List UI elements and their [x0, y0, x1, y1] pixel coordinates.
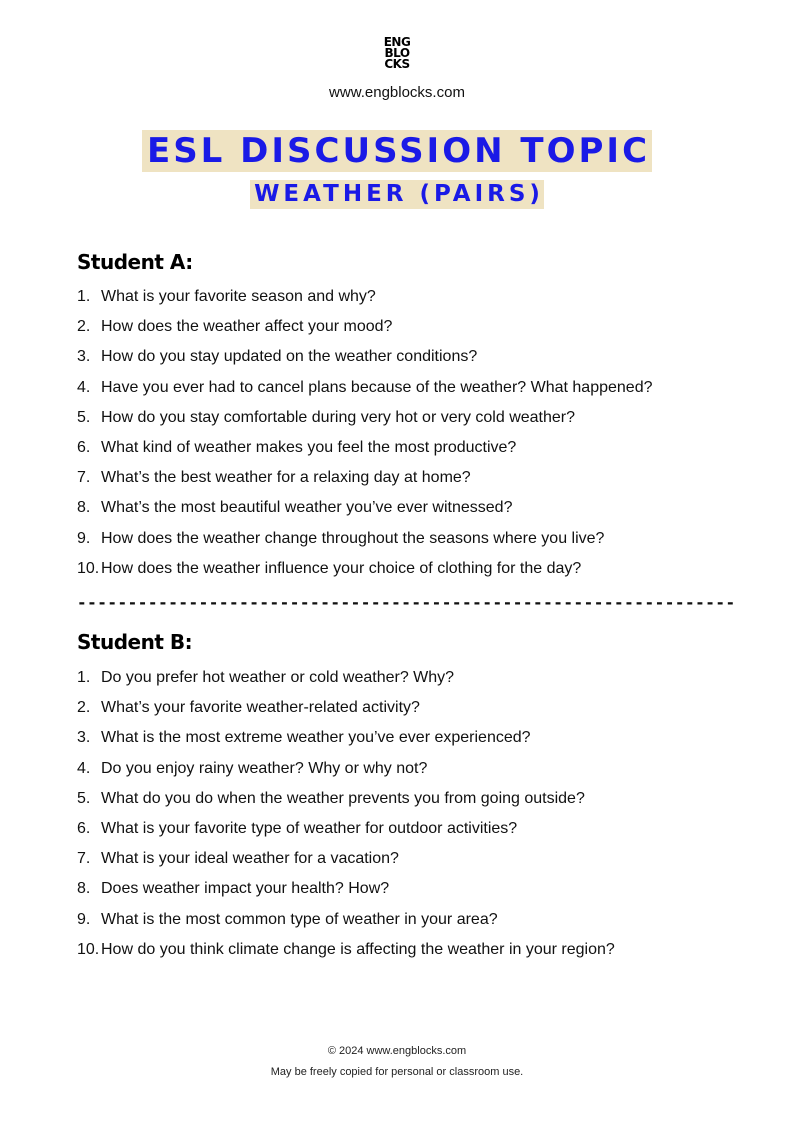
list-item	[77, 529, 652, 559]
question-number: 1.	[77, 288, 91, 305]
engblocks-logo	[0, 37, 794, 70]
list-item	[77, 347, 652, 377]
list-item	[77, 468, 652, 498]
question-text: How do you think climate change is affecting the weather in your region?	[101, 940, 615, 958]
list-item	[77, 940, 615, 970]
question-number: 9.	[77, 529, 91, 547]
question-text: Have you ever had to cancel plans because of the weather? What happened?	[101, 378, 653, 396]
question-text: How does the weather change throughout the seasons where you live?	[101, 529, 605, 547]
list-item	[77, 910, 615, 940]
question-number: 5.	[77, 408, 91, 426]
list-item	[77, 559, 652, 589]
logo-line: ENG	[383, 35, 411, 49]
question-text: What kind of weather makes you feel the most productive?	[101, 438, 517, 456]
list-item	[77, 819, 615, 849]
page-subtitle: WEATHER (PAIRS)	[250, 180, 544, 209]
list-item	[77, 378, 652, 408]
student-a-question-list	[77, 287, 652, 589]
list-item	[77, 698, 615, 728]
list-item	[77, 668, 615, 698]
question-text: How does the weather influence your choice of clothing for the day?	[101, 559, 582, 577]
question-number: 2.	[77, 699, 91, 717]
question-text: What’s the most beautiful weather you’ve ever witnessed?	[101, 499, 513, 517]
list-item	[77, 849, 615, 879]
subtitle-container	[0, 180, 794, 209]
question-text: What do you do when the weather prevents you from going outside?	[101, 789, 585, 807]
list-item	[77, 728, 615, 758]
page-title: ESL DISCUSSION TOPIC	[142, 130, 652, 172]
question-text: What’s your favorite weather-related activity?	[101, 699, 420, 717]
question-number: 8.	[77, 880, 91, 898]
list-item	[77, 287, 652, 317]
question-text: What is the most extreme weather you’ve ever experienced?	[101, 729, 531, 747]
question-number: 4.	[77, 759, 91, 777]
footer-copyright: © 2024 www.engblocks.com	[327, 1045, 467, 1057]
question-number: 4.	[77, 378, 91, 396]
site-url: www.engblocks.com	[329, 84, 465, 101]
list-item	[77, 317, 652, 347]
question-number: 9.	[77, 910, 91, 928]
question-number: 3.	[77, 729, 91, 747]
question-text: What is the most common type of weather in your area?	[101, 910, 498, 928]
question-text: How do you stay updated on the weather conditions?	[101, 348, 478, 366]
section-divider: -----------------------------------------------------------------	[77, 593, 736, 612]
question-text: How do you stay comfortable during very hot or very cold weather?	[101, 408, 576, 426]
student-b-question-list	[77, 668, 615, 970]
question-number: 7.	[77, 850, 91, 868]
question-text: Do you enjoy rainy weather? Why or why not?	[101, 759, 428, 777]
list-item	[77, 408, 652, 438]
question-number: 10.	[77, 559, 100, 577]
question-number: 1.	[77, 669, 91, 686]
question-text: What is your favorite type of weather for outdoor activities?	[101, 819, 518, 837]
list-item	[77, 759, 615, 789]
question-number: 10.	[77, 940, 100, 958]
question-number: 5.	[77, 789, 91, 807]
logo-line: CKS	[384, 57, 410, 71]
question-number: 6.	[77, 438, 91, 456]
question-number: 3.	[77, 348, 91, 366]
question-text: What is your ideal weather for a vacation?	[101, 850, 399, 868]
question-text: Does weather impact your health? How?	[101, 880, 390, 898]
list-item	[77, 498, 652, 528]
question-number: 7.	[77, 469, 91, 487]
question-text: Do you prefer hot weather or cold weather? Why?	[101, 669, 455, 686]
title-container	[0, 130, 794, 172]
list-item	[77, 438, 652, 468]
footer-usage-note: May be freely copied for personal or classroom use.	[270, 1066, 524, 1078]
list-item	[77, 879, 615, 909]
list-item	[77, 789, 615, 819]
question-text: What’s the best weather for a relaxing day at home?	[101, 469, 471, 487]
question-text: How does the weather affect your mood?	[101, 318, 393, 336]
question-text: What is your favorite season and why?	[101, 288, 376, 305]
question-number: 8.	[77, 499, 91, 517]
logo-line: BLO	[384, 46, 410, 60]
question-number: 6.	[77, 819, 91, 837]
student-b-heading: Student B:	[77, 630, 193, 654]
student-a-heading: Student A:	[77, 250, 193, 274]
question-number: 2.	[77, 318, 91, 336]
